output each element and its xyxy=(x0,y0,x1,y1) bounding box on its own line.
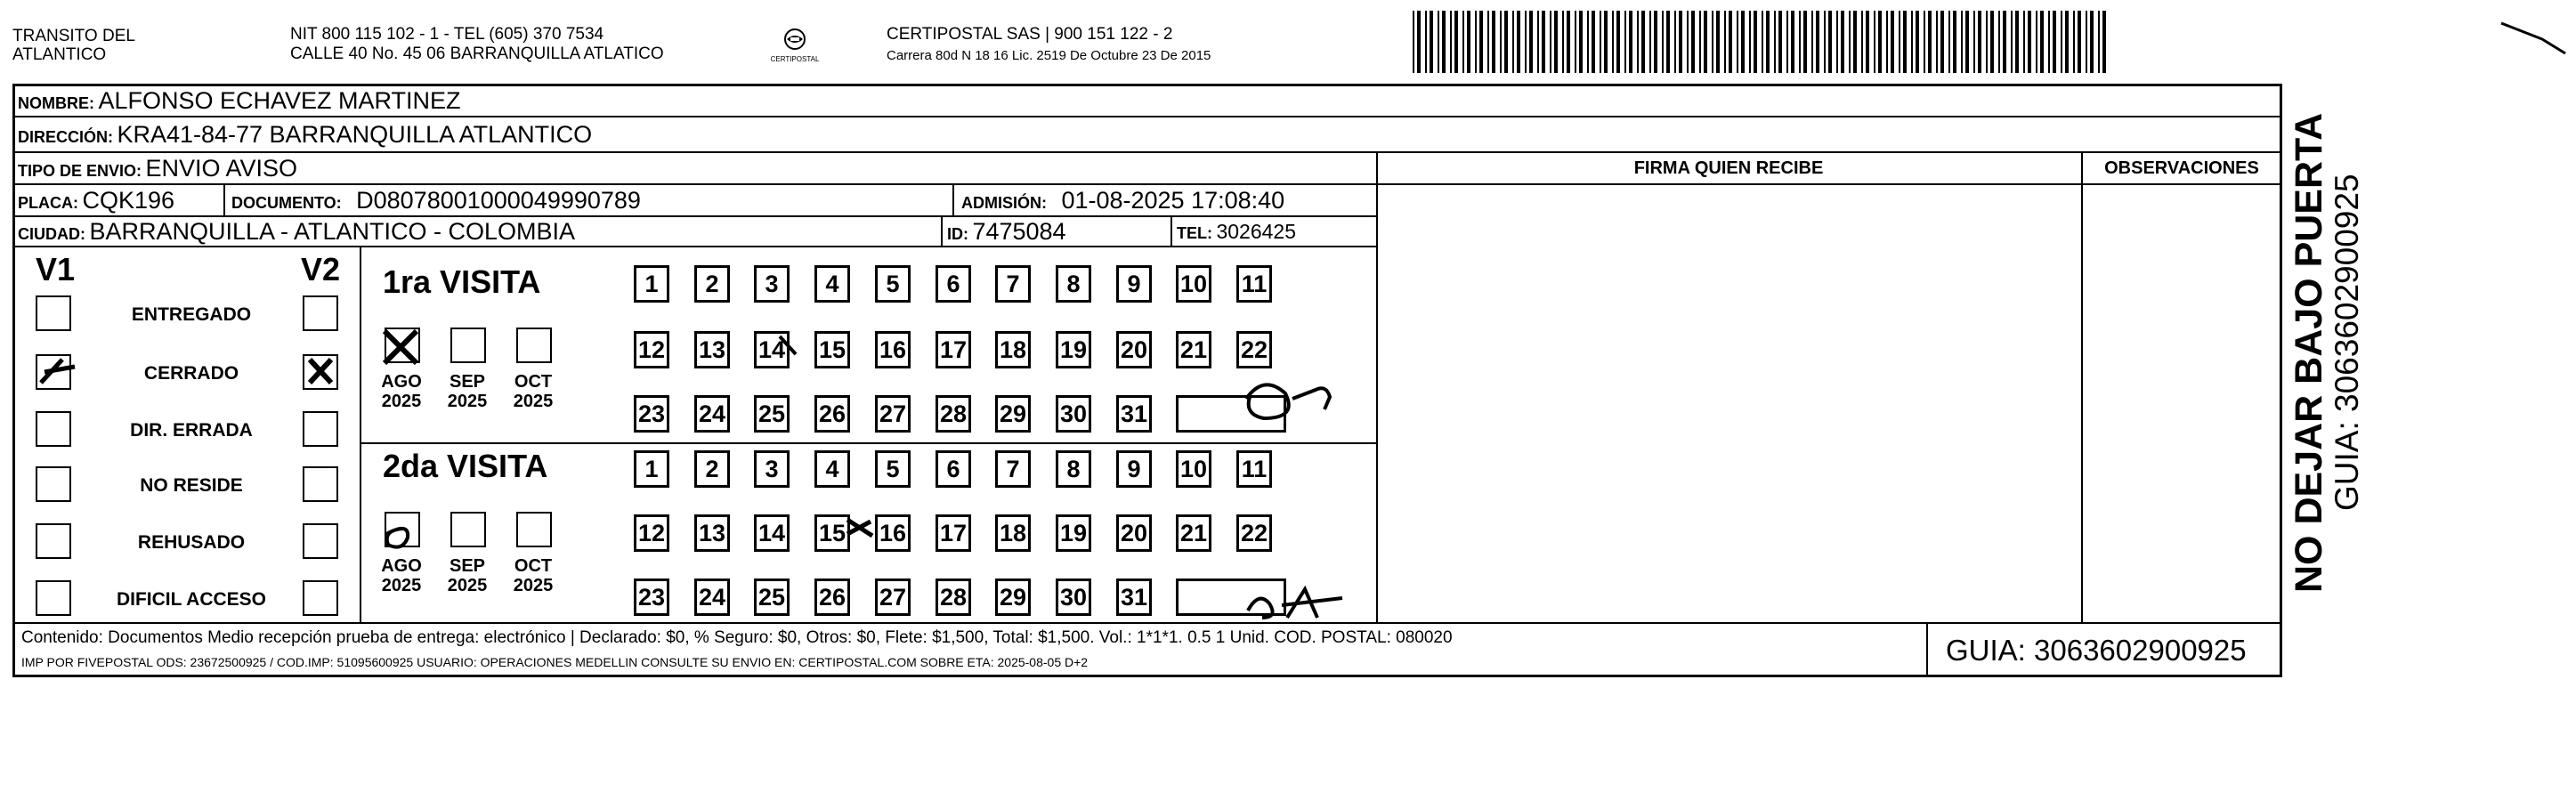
courier-address: Carrera 80d N 18 16 Lic. 2519 De Octubre 23 De 2015 xyxy=(887,48,1211,63)
day-box[interactable]: 17 xyxy=(936,514,971,552)
year-label: 2025 xyxy=(447,576,488,595)
second-visit-title: 2da VISITA xyxy=(383,448,548,484)
month-label: SEP xyxy=(449,556,486,576)
day-box[interactable]: 15 xyxy=(814,514,850,552)
id-value: 7475084 xyxy=(972,218,1066,245)
day-box[interactable]: 12 xyxy=(634,514,669,552)
placa-label: PLACA: xyxy=(18,194,78,212)
documento-value: D08078001000049990789 xyxy=(356,187,641,214)
day-box[interactable]: 7 xyxy=(995,265,1031,303)
day-box[interactable]: 21 xyxy=(1176,514,1211,552)
day-box[interactable]: 24 xyxy=(694,578,730,616)
direccion-value: KRA41-84-77 BARRANQUILLA ATLANTICO xyxy=(117,121,593,148)
status-option-label: CERRADO xyxy=(143,363,239,384)
month-label: AGO xyxy=(381,556,422,576)
day-box[interactable]: 31 xyxy=(1116,395,1152,433)
year-label: 2025 xyxy=(381,392,422,411)
tipo-envio-label: TIPO DE ENVIO: xyxy=(18,162,142,180)
documento-label: DOCUMENTO: xyxy=(231,194,342,212)
day-box[interactable]: 14 xyxy=(754,514,790,552)
status-option-label: REHUSADO xyxy=(137,532,246,553)
day-box[interactable]: 7 xyxy=(995,450,1031,488)
id-label: ID: xyxy=(947,225,968,243)
day-box[interactable]: 20 xyxy=(1116,331,1152,368)
day-box[interactable]: 22 xyxy=(1236,331,1272,368)
day-box[interactable]: 16 xyxy=(875,331,911,368)
issuer-name-line1: TRANSITO DEL xyxy=(12,27,135,45)
side-warning: NO DEJAR BAJO PUERTA xyxy=(2288,112,2330,593)
day-box[interactable]: 23 xyxy=(634,578,669,616)
year-label: 2025 xyxy=(381,576,422,595)
day-box[interactable]: 25 xyxy=(754,578,790,616)
day-box[interactable]: 28 xyxy=(936,395,971,433)
year-label: 2025 xyxy=(513,392,554,411)
admision-label: ADMISIÓN: xyxy=(961,194,1047,212)
day-box[interactable]: 27 xyxy=(875,578,911,616)
day-box[interactable]: 1 xyxy=(634,265,669,303)
day-box[interactable]: 4 xyxy=(814,265,850,303)
firma-header: FIRMA QUIEN RECIBE xyxy=(1633,158,1824,178)
status-option-label: NO RESIDE xyxy=(140,475,243,496)
day-box[interactable]: 26 xyxy=(814,395,850,433)
day-box[interactable]: 13 xyxy=(694,331,730,368)
footer-content-line: Contenido: Documentos Medio recepción prueba de entrega: electrónico | Declarado: $0, % Seguro: $0, Otros: $0, Flete: $1,500, Total: $1,500. Vol.: 1*1*1. 0.5 1 Unid. COD. POSTAL: 080020 xyxy=(21,628,1453,647)
day-box[interactable]: 25 xyxy=(754,395,790,433)
day-box[interactable]: 18 xyxy=(995,331,1031,368)
day-box[interactable]: 10 xyxy=(1176,265,1211,303)
direccion-label: DIRECCIÓN: xyxy=(18,128,113,146)
day-box[interactable]: 5 xyxy=(875,265,911,303)
day-box[interactable]: 17 xyxy=(936,331,971,368)
day-box[interactable]: 8 xyxy=(1056,450,1091,488)
status-option-label: DIR. ERRADA xyxy=(130,420,253,441)
day-box[interactable]: 19 xyxy=(1056,514,1091,552)
day-box[interactable]: 31 xyxy=(1116,578,1152,616)
ciudad-label: CIUDAD: xyxy=(18,225,85,243)
day-box[interactable]: 8 xyxy=(1056,265,1091,303)
day-box[interactable]: 9 xyxy=(1116,450,1152,488)
day-box[interactable]: 28 xyxy=(936,578,971,616)
day-box[interactable]: 21 xyxy=(1176,331,1211,368)
side-guia: GUIA: 3063602900925 xyxy=(2329,174,2365,511)
day-box[interactable]: 19 xyxy=(1056,331,1091,368)
tel-label: TEL: xyxy=(1177,224,1212,242)
day-box[interactable]: 2 xyxy=(694,265,730,303)
day-box[interactable]: 26 xyxy=(814,578,850,616)
day-box[interactable]: 5 xyxy=(875,450,911,488)
day-box[interactable]: 30 xyxy=(1056,395,1091,433)
day-box[interactable]: 11 xyxy=(1236,450,1272,488)
v2-header: V2 xyxy=(301,251,341,287)
first-visit-title: 1ra VISITA xyxy=(383,263,541,300)
day-box[interactable]: 14 xyxy=(754,331,790,368)
nombre-label: NOMBRE: xyxy=(18,94,94,112)
year-label: 2025 xyxy=(513,576,554,595)
month-label: OCT xyxy=(514,556,553,576)
month-label: SEP xyxy=(449,372,486,392)
day-box[interactable]: 11 xyxy=(1236,265,1272,303)
ciudad-value: BARRANQUILLA - ATLANTICO - COLOMBIA xyxy=(89,218,576,245)
day-box[interactable]: 1 xyxy=(634,450,669,488)
day-box[interactable]: 30 xyxy=(1056,578,1091,616)
month-label: OCT xyxy=(514,372,553,392)
issuer-address: CALLE 40 No. 45 06 BARRANQUILLA ATLATICO xyxy=(290,44,664,63)
status-option-label: ENTREGADO xyxy=(131,304,252,325)
day-box[interactable]: 29 xyxy=(995,395,1031,433)
nombre-value: ALFONSO ECHAVEZ MARTINEZ xyxy=(98,87,461,114)
day-box[interactable]: 29 xyxy=(995,578,1031,616)
logo-caption: CERTIPOSTAL xyxy=(770,55,820,63)
issuer-name-line2: ATLANTICO xyxy=(12,45,107,64)
admision-value: 01-08-2025 17:08:40 xyxy=(1061,187,1285,214)
day-box[interactable]: 24 xyxy=(694,395,730,433)
day-box[interactable]: 10 xyxy=(1176,450,1211,488)
v1-header: V1 xyxy=(36,251,76,287)
day-box[interactable]: 3 xyxy=(754,450,790,488)
day-box[interactable]: 3 xyxy=(754,265,790,303)
day-box[interactable]: 6 xyxy=(936,265,971,303)
tipo-envio-value: ENVIO AVISO xyxy=(145,155,298,182)
tel-value: 3026425 xyxy=(1216,220,1296,243)
day-box[interactable]: 22 xyxy=(1236,514,1272,552)
day-box[interactable]: 18 xyxy=(995,514,1031,552)
day-box[interactable]: 27 xyxy=(875,395,911,433)
day-box[interactable]: 16 xyxy=(875,514,911,552)
day-box[interactable]: 23 xyxy=(634,395,669,433)
day-box[interactable]: 4 xyxy=(814,450,850,488)
day-box[interactable]: 2 xyxy=(694,450,730,488)
day-box[interactable]: 20 xyxy=(1116,514,1152,552)
observaciones-header: OBSERVACIONES xyxy=(2104,158,2259,178)
issuer-nit: NIT 800 115 102 - 1 - TEL (605) 370 7534 xyxy=(290,25,604,44)
day-box[interactable]: 6 xyxy=(936,450,971,488)
day-box[interactable]: 13 xyxy=(694,514,730,552)
day-box[interactable]: 9 xyxy=(1116,265,1152,303)
month-label: AGO xyxy=(381,372,422,392)
footer-guia: GUIA: 3063602900925 xyxy=(1946,634,2247,667)
year-label: 2025 xyxy=(447,392,488,411)
day-box[interactable]: 15 xyxy=(814,331,850,368)
status-option-label: DIFICIL ACCESO xyxy=(116,589,266,610)
footer-print-line: IMP POR FIVEPOSTAL ODS: 23672500925 / COD.IMP: 51095600925 USUARIO: OPERACIONES MEDELLIN CONSULTE SU ENVIO EN: CERTIPOSTAL.COM SOBRE ETA: 2025-08-05 D+2 xyxy=(21,655,1089,669)
placa-value: CQK196 xyxy=(82,187,175,214)
courier-name: CERTIPOSTAL SAS | 900 151 122 - 2 xyxy=(887,25,1173,44)
day-box[interactable]: 12 xyxy=(634,331,669,368)
